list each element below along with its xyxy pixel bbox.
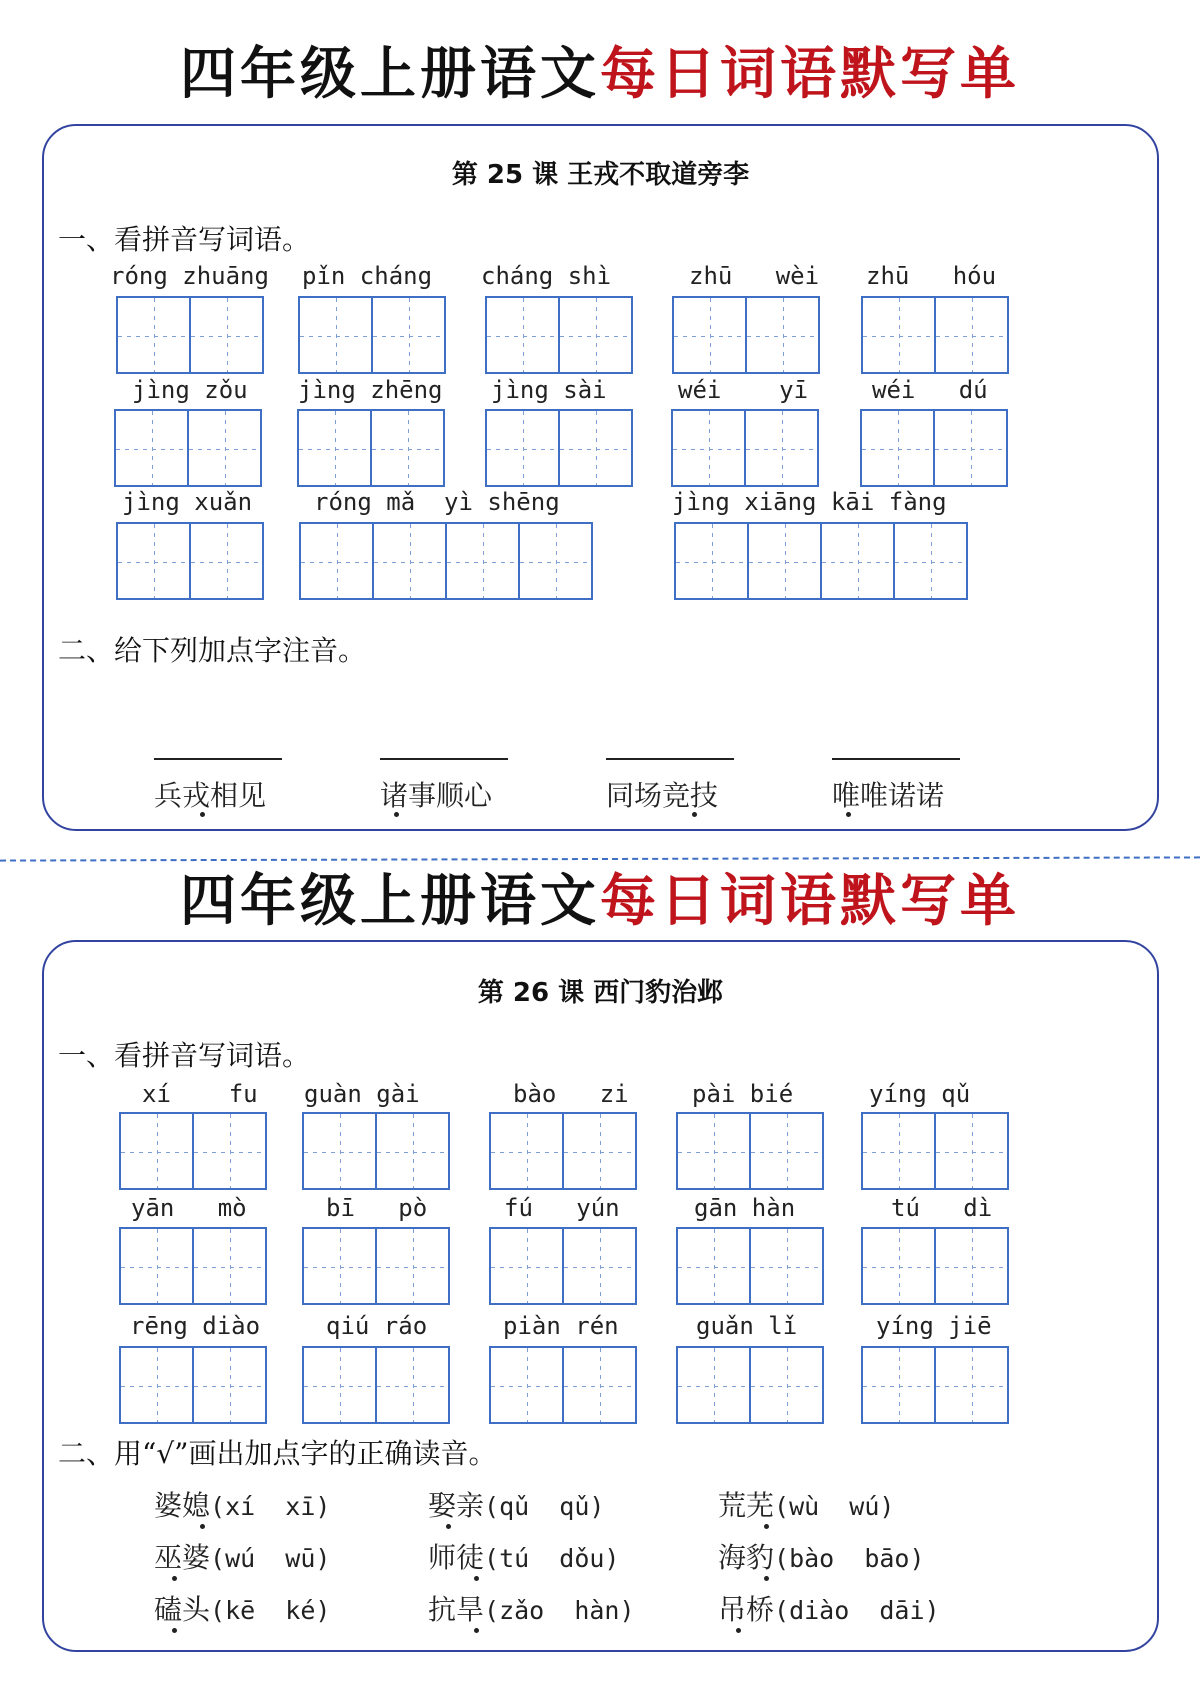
- pinyin-label: gān hàn: [694, 1194, 796, 1222]
- choice-options[interactable]: (tú dǒu): [484, 1544, 620, 1573]
- pinyin-label: pǐn cháng: [302, 262, 433, 290]
- choice-options[interactable]: (xí xī): [210, 1492, 331, 1521]
- choice-word: 磕头: [154, 1593, 211, 1626]
- emphasis-dot: [172, 1628, 177, 1633]
- writing-grid[interactable]: [298, 296, 446, 374]
- pinyin-label: bào zi: [513, 1080, 629, 1108]
- pinyin-label: jìng zǒu: [132, 376, 248, 404]
- lesson25-section1-title: 一、看拼音写词语。: [58, 223, 311, 256]
- lesson26-section1-title: 一、看拼音写词语。: [58, 1039, 311, 1072]
- writing-grid[interactable]: [119, 1346, 267, 1424]
- writing-grid[interactable]: [674, 522, 968, 600]
- worksheet-title: [0, 42, 1200, 107]
- writing-grid[interactable]: [489, 1227, 637, 1305]
- lesson26-heading: 第 26 课 西门豹治邺: [477, 978, 724, 1008]
- emphasis-dot: [692, 812, 697, 817]
- emphasis-dot: [764, 1524, 769, 1529]
- pinyin-label: xí fu: [142, 1080, 258, 1108]
- writing-grid[interactable]: [672, 296, 820, 374]
- pinyin-label: tú dì: [891, 1194, 993, 1222]
- choice-word: 巫婆: [154, 1541, 211, 1574]
- emphasis-dot: [394, 812, 399, 817]
- choice-word: 荒芜: [718, 1489, 775, 1522]
- writing-grid[interactable]: [302, 1346, 450, 1424]
- writing-grid[interactable]: [861, 1112, 1009, 1190]
- pronunciation-choice[interactable]: [428, 1536, 619, 1576]
- answer-blank[interactable]: [606, 758, 734, 760]
- writing-grid[interactable]: [299, 522, 593, 600]
- emphasis-dot: [736, 1628, 741, 1633]
- title-black-part: 四年级上册语文: [180, 869, 600, 934]
- pinyin-label: jìng zhēng: [298, 376, 443, 404]
- emphasis-dot: [846, 812, 851, 817]
- emphasis-dot: [172, 1576, 177, 1581]
- lesson26-card: [42, 940, 1159, 1652]
- writing-grid[interactable]: [297, 409, 445, 487]
- choice-options[interactable]: (qǔ qǔ): [484, 1492, 605, 1521]
- choice-options[interactable]: (zǎo hàn): [484, 1596, 635, 1625]
- pinyin-label: róng mǎ yì shēng: [314, 488, 560, 516]
- writing-grid[interactable]: [119, 1227, 267, 1305]
- writing-grid[interactable]: [302, 1227, 450, 1305]
- writing-grid[interactable]: [676, 1112, 824, 1190]
- pinyin-label: jìng xuǎn: [122, 488, 253, 516]
- writing-grid[interactable]: [485, 409, 633, 487]
- choice-options[interactable]: (wù wú): [774, 1492, 895, 1521]
- emphasis-dot: [446, 1524, 451, 1529]
- vocab-word: 兵戎相见: [154, 779, 267, 812]
- answer-blank[interactable]: [154, 758, 282, 760]
- answer-blank[interactable]: [832, 758, 960, 760]
- writing-grid[interactable]: [119, 1112, 267, 1190]
- pinyin-label: fú yún: [504, 1194, 620, 1222]
- pronunciation-choice[interactable]: [154, 1536, 330, 1576]
- writing-grid[interactable]: [302, 1112, 450, 1190]
- worksheet-title: [0, 869, 1200, 934]
- writing-grid[interactable]: [861, 296, 1009, 374]
- pinyin-label: pài bié: [692, 1080, 794, 1108]
- title-red-part: 每日词语默写单: [600, 42, 1020, 107]
- pronunciation-choice[interactable]: [154, 1588, 330, 1628]
- vocab-word: 唯唯诺诺: [832, 779, 945, 812]
- pinyin-label: piàn rén: [503, 1312, 619, 1340]
- choice-word: 娶亲: [428, 1489, 485, 1522]
- pinyin-label: yíng qǔ: [869, 1080, 971, 1108]
- vocab-word: 诸事顺心: [380, 779, 493, 812]
- pinyin-label: jìng xiāng kāi fàng: [672, 488, 947, 516]
- choice-options[interactable]: (diào dāi): [774, 1596, 940, 1625]
- writing-grid[interactable]: [860, 409, 1008, 487]
- choice-options[interactable]: (bào bāo): [774, 1544, 925, 1573]
- writing-grid[interactable]: [861, 1346, 1009, 1424]
- emphasis-dot: [200, 1524, 205, 1529]
- emphasis-dot: [474, 1576, 479, 1581]
- writing-grid[interactable]: [671, 409, 819, 487]
- pronunciation-choice[interactable]: [718, 1588, 940, 1628]
- lesson25-heading: 第 25 课 王戎不取道旁李: [451, 160, 750, 190]
- pinyin-label: yíng jiē: [876, 1312, 992, 1340]
- writing-grid[interactable]: [485, 296, 633, 374]
- emphasis-dot: [200, 812, 205, 817]
- writing-grid[interactable]: [861, 1227, 1009, 1305]
- pinyin-label: zhū wèi: [689, 262, 820, 290]
- pronunciation-choice[interactable]: [428, 1484, 604, 1524]
- vocab-word: 同场竞技: [606, 779, 719, 812]
- pinyin-label: jìng sài: [491, 376, 607, 404]
- pinyin-label: guàn gài: [304, 1080, 420, 1108]
- choice-options[interactable]: (wú wū): [210, 1544, 331, 1573]
- pinyin-label: róng zhuāng: [110, 262, 269, 290]
- writing-grid[interactable]: [489, 1346, 637, 1424]
- answer-blank[interactable]: [380, 758, 508, 760]
- emphasis-dot: [474, 1628, 479, 1633]
- writing-grid[interactable]: [676, 1346, 824, 1424]
- pinyin-label: zhū hóu: [866, 262, 997, 290]
- lesson26-section2-title: 二、用“√”画出加点字的正确读音。: [58, 1437, 497, 1470]
- choice-word: 海豹: [718, 1541, 775, 1574]
- writing-grid[interactable]: [114, 409, 262, 487]
- pronunciation-choice[interactable]: [428, 1588, 635, 1628]
- pinyin-label: bī pò: [326, 1194, 428, 1222]
- pronunciation-choice[interactable]: [154, 1484, 330, 1524]
- pronunciation-choice[interactable]: [718, 1484, 894, 1524]
- title-red-part: 每日词语默写单: [600, 869, 1020, 934]
- writing-grid[interactable]: [489, 1112, 637, 1190]
- writing-grid[interactable]: [676, 1227, 824, 1305]
- choice-word: 婆媳: [154, 1489, 211, 1522]
- choice-word: 师徒: [428, 1541, 485, 1574]
- pronunciation-choice[interactable]: [718, 1536, 925, 1576]
- choice-options[interactable]: (kē ké): [210, 1596, 331, 1625]
- choice-word: 抗旱: [428, 1593, 485, 1626]
- pinyin-label: cháng shì: [481, 262, 612, 290]
- pinyin-label: guǎn lǐ: [696, 1312, 798, 1340]
- pinyin-label: yān mò: [131, 1194, 247, 1222]
- pinyin-label: wéi dú: [872, 376, 988, 404]
- writing-grid[interactable]: [116, 296, 264, 374]
- title-black-part: 四年级上册语文: [180, 42, 600, 107]
- pinyin-label: wéi yī: [678, 376, 809, 404]
- writing-grid[interactable]: [116, 522, 264, 600]
- emphasis-dot: [764, 1576, 769, 1581]
- pinyin-label: qiú ráo: [326, 1312, 428, 1340]
- page-divider: [0, 856, 1200, 861]
- lesson25-card: [42, 124, 1159, 831]
- pinyin-label: rēng diào: [130, 1312, 261, 1340]
- lesson25-section2-title: 二、给下列加点字注音。: [58, 634, 367, 667]
- choice-word: 吊桥: [718, 1593, 775, 1626]
